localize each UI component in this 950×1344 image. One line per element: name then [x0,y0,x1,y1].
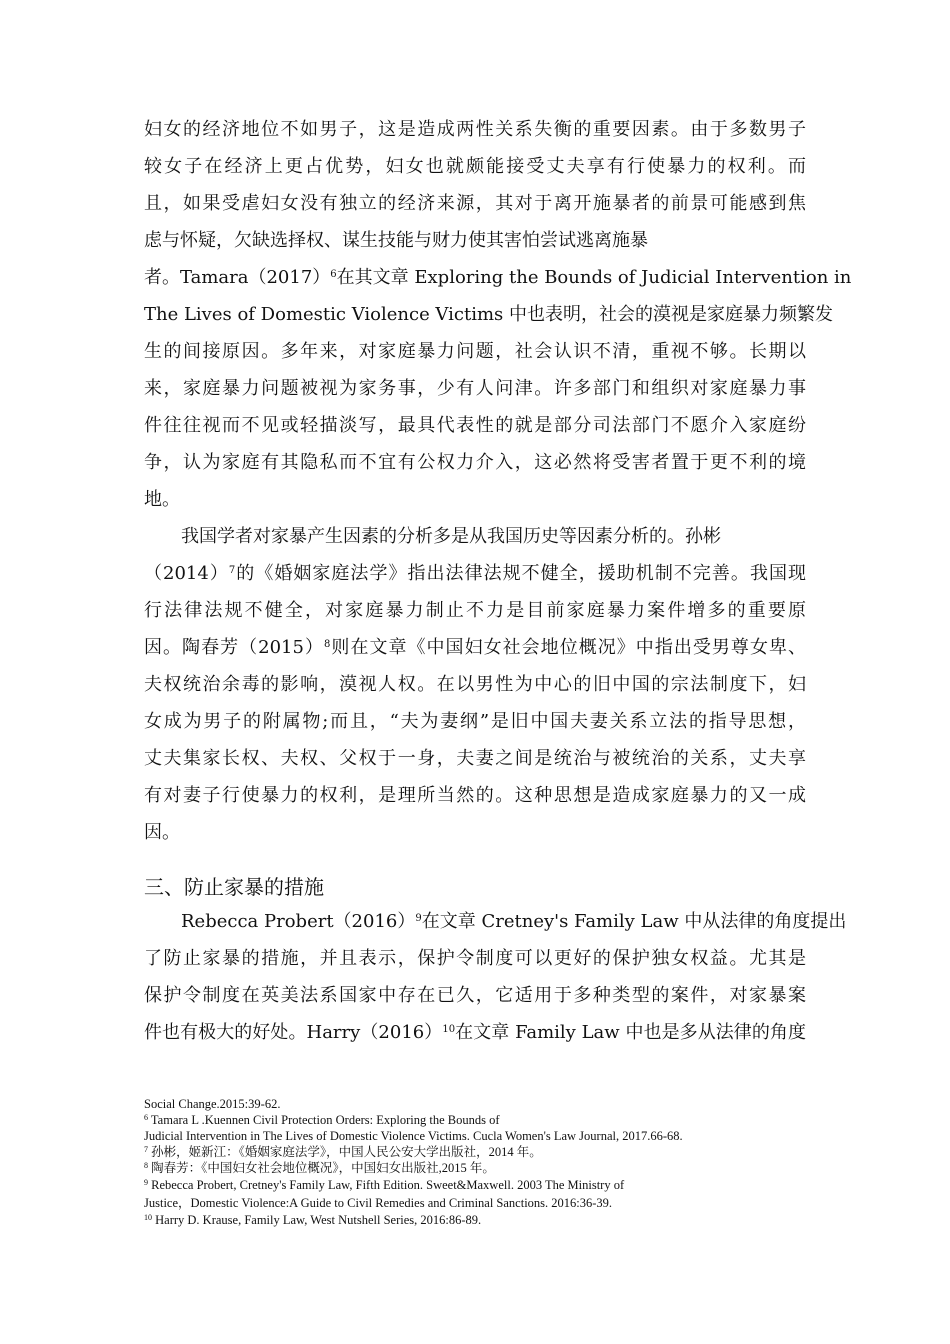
body-text: （2014） [144,563,229,584]
body-line: 行法律法规不健全，对家庭暴力制止不力是目前家庭暴力案件增多的重要原 [144,600,806,621]
footnote-ref: 7 [228,565,236,576]
footnote-text: Harry D. Krause, Family Law, West Nutshell Series, 2016:86-89. [155,1213,482,1227]
body-line: 夫权统治余毒的影响，漠视人权。在以男性为中心的旧中国的宗法制度下，妇 [144,674,806,695]
footnote-number: 7 [144,1145,148,1154]
footnote-ref: 6 [330,269,337,280]
body-line [181,910,847,934]
body-line [144,562,806,586]
body-line: 争，认为家庭有其隐私而不宜有公权力介入，这必然将受害者置于更不利的境 [144,452,806,473]
body-line: 女成为男子的附属物;而且，“夫为妻纲”是旧中国夫妻关系立法的指导思想， [144,711,806,732]
body-line: 了防止家暴的措施，并且表示，保护令制度可以更好的保护独女权益。尤其是 [144,948,806,969]
body-line: 较女子在经济上更占优势，妇女也就颇能接受丈夫享有行使暴力的权利。而 [144,156,806,177]
footnote-number: 9 [144,1178,148,1187]
section-heading: 三、防止家暴的措施 [144,875,324,899]
body-line [144,636,806,660]
footnote: Social Change.2015:39-62. [144,1097,281,1111]
body-text: 在文章 Cretney's Family Law 中从法律的角度提出 [421,911,847,932]
body-line: 来，家庭暴力问题被视为家务事，少有人问津。许多部门和组织对家庭暴力事 [144,378,806,399]
footnote-text: 孙彬，姬新江：《婚姻家庭法学》，中国人民公安大学出版社，2014 年。 [151,1145,542,1159]
footnote [144,1112,500,1128]
body-line: 虑与怀疑，欠缺选择权、谋生技能与财力使其害怕尝试逃离施暴 [144,230,648,251]
footnote-number: 8 [144,1161,148,1170]
body-line: 妇女的经济地位不如男子，这是造成两性关系失衡的重要因素。由于多数男子 [144,119,806,140]
body-text: 件也有极大的好处。Harry（2016） [144,1022,443,1043]
body-text: 在文章 Family Law 中也是多从法律的角度 [455,1022,806,1043]
body-line: 因。 [144,822,180,843]
body-line: 有对妻子行使暴力的权利，是理所当然的。这种思想是造成家庭暴力的又一成 [144,785,806,806]
body-text: 者。Tamara（2017） [144,267,331,288]
body-line: The Lives of Domestic Violence Victims 中也表明，社会的漠视是家庭暴力频繁发 [144,304,833,325]
footnote-ref: 8 [324,639,331,650]
footnote-number: 10 [144,1213,152,1222]
footnote-ref: 10 [442,1024,456,1035]
body-line: 件往往视而不见或轻描淡写，最具代表性的就是部分司法部门不愿介入家庭纷 [144,415,806,436]
footnote [144,1144,542,1160]
body-text: 在其文章 Exploring the Bounds of Judicial Intervention in [336,267,852,288]
body-line: 丈夫集家长权、夫权、父权于一身，夫妻之间是统治与被统治的关系，丈夫享 [144,748,806,769]
body-line: 地。 [144,489,180,510]
body-line: 保护令制度在英美法系国家中存在已久，它适用于多种类型的案件，对家暴案 [144,985,806,1006]
footnote [144,1212,481,1228]
body-text: 因。陶春芳（2015） [144,637,325,658]
body-line: 生的间接原因。多年来，对家庭暴力问题，社会认识不清，重视不够。长期以 [144,341,806,362]
footnote [144,1177,624,1193]
footnote-number: 6 [144,1113,148,1122]
body-line: 我国学者对家暴产生因素的分析多是从我国历史等因素分析的。孙彬 [181,526,721,547]
footnote-text: Tamara L .Kuennen Civil Protection Orders: Exploring the Bounds of [150,1113,500,1127]
body-text: 则在文章《中国妇女社会地位概况》中指出受男尊女卑、 [330,637,807,658]
body-line: 且，如果受虐妇女没有独立的经济来源，其对于离开施暴者的前景可能感到焦 [144,193,806,214]
footnote [144,1160,495,1176]
footnote-ref: 9 [415,913,422,924]
footnote: Judicial Intervention in The Lives of Domestic Violence Victims. Cucla Women's Law Journal, 2017.66-68. [144,1129,683,1143]
footnote: Justice，Domestic Violence:A Guide to Civil Remedies and Criminal Sanctions. 2016:36-39. [144,1196,613,1210]
body-text: Rebecca Probert（2016） [181,911,416,932]
footnote-text: Rebecca Probert, Cretney's Family Law, Fifth Edition. Sweet&Maxwell. 2003 The Ministry of [151,1178,625,1192]
body-text: 的《婚姻家庭法学》指出法律法规不健全，援助机制不完善。我国现 [235,563,807,584]
footnote-text: 陶春芳：《中国妇女社会地位概况》，中国妇女出版社,2015 年。 [151,1161,495,1175]
body-line [144,1021,806,1045]
body-line [144,266,852,290]
